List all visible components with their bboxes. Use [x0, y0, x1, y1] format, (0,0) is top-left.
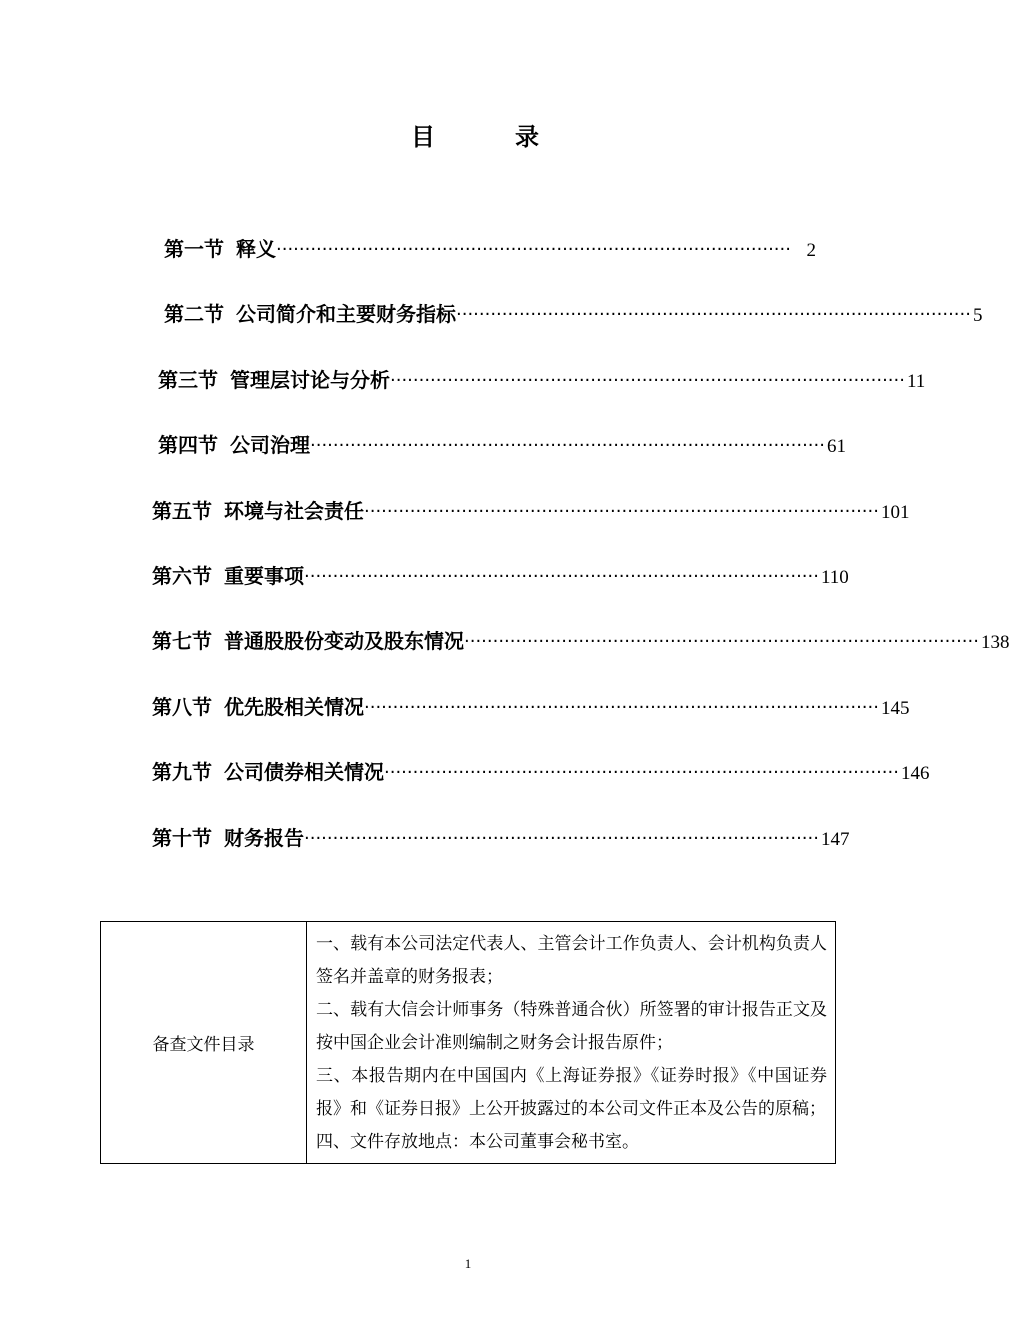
- toc-page-number: 11: [906, 371, 926, 392]
- toc-section-number: 第七节: [152, 629, 212, 653]
- toc-section-title: 财务报告: [224, 826, 304, 850]
- toc-page-number: 138: [980, 632, 1009, 653]
- toc-dot-leader: ··························································································: [304, 828, 819, 849]
- list-item: 三、本报告期内在中国国内《上海证券报》《证券时报》《中国证券报》和《证券日报》上公开披露过的本公司文件正本及公告的原稿；: [316, 1066, 827, 1119]
- toc-section-number: 第四节: [158, 433, 218, 457]
- toc-section-number: 第三节: [158, 368, 218, 392]
- toc-section-number: 第五节: [152, 499, 212, 523]
- toc-section-number: 第一节: [164, 237, 224, 261]
- toc-page-number: 110: [820, 567, 849, 588]
- toc-dot-leader: ··························································································: [456, 304, 971, 325]
- list-item: 二、载有大信会计师事务（特殊普通合伙）所签署的审计报告正文及按中国企业会计准则编制之财务会计报告原件；: [316, 1000, 827, 1053]
- toc-entry[interactable]: [164, 300, 983, 328]
- toc-page-number: 145: [880, 698, 910, 719]
- page-title: 目 录: [411, 123, 567, 151]
- toc-section-title: 普通股股份变动及股东情况: [224, 629, 464, 653]
- toc-page-number: 146: [900, 763, 930, 784]
- toc-section-number: 第十节: [152, 826, 212, 850]
- toc-section-title: 公司债券相关情况: [224, 760, 384, 784]
- reference-documents-list: [307, 922, 836, 1164]
- toc-entry[interactable]: [158, 366, 926, 394]
- toc-section-title: 管理层讨论与分析: [230, 368, 390, 392]
- toc-dot-leader: ··························································································: [390, 370, 905, 391]
- toc-dot-leader: ··························································································: [384, 762, 899, 783]
- toc-section-title: 释义: [236, 237, 276, 261]
- toc-section-title: 重要事项: [224, 564, 304, 588]
- toc-section-title: 优先股相关情况: [224, 695, 364, 719]
- toc-page-number: 2: [806, 240, 816, 261]
- toc-dot-leader: ··························································································: [310, 435, 825, 456]
- toc-page-number: 101: [880, 502, 910, 523]
- toc-entry[interactable]: [152, 693, 910, 721]
- toc-section-number: 第八节: [152, 695, 212, 719]
- toc-page-number: 61: [826, 436, 846, 457]
- toc-entry[interactable]: [152, 758, 930, 786]
- toc-dot-leader: ··························································································: [364, 697, 879, 718]
- toc-dot-leader: ··························································································: [464, 631, 979, 652]
- toc-dot-leader: ··························································································: [276, 239, 791, 260]
- list-item: 一、载有本公司法定代表人、主管会计工作负责人、会计机构负责人签名并盖章的财务报表；: [316, 934, 827, 987]
- toc-dot-leader: ··························································································: [304, 566, 819, 587]
- toc-page-number: 5: [972, 305, 983, 326]
- toc-page-number: 147: [820, 829, 850, 850]
- table-row: [101, 922, 836, 1164]
- reference-documents-label: 备查文件目录: [101, 922, 307, 1164]
- toc-entry[interactable]: [152, 627, 1009, 655]
- toc-entry[interactable]: [164, 235, 816, 263]
- toc-entry[interactable]: [158, 431, 846, 459]
- reference-documents-table: [100, 921, 836, 1164]
- list-item: 四、文件存放地点：本公司董事会秘书室。: [316, 1132, 639, 1152]
- toc-section-title: 公司治理: [230, 433, 310, 457]
- toc-entry[interactable]: [152, 562, 849, 590]
- toc-section-number: 第六节: [152, 564, 212, 588]
- toc-section-number: 第九节: [152, 760, 212, 784]
- toc-dot-leader: ··························································································: [364, 501, 879, 522]
- toc-entry[interactable]: [152, 497, 910, 525]
- toc-section-title: 公司简介和主要财务指标: [236, 302, 456, 326]
- page-number: 1: [464, 1256, 472, 1271]
- toc-section-number: 第二节: [164, 302, 224, 326]
- toc-section-title: 环境与社会责任: [224, 499, 364, 523]
- toc-entry[interactable]: [152, 824, 850, 852]
